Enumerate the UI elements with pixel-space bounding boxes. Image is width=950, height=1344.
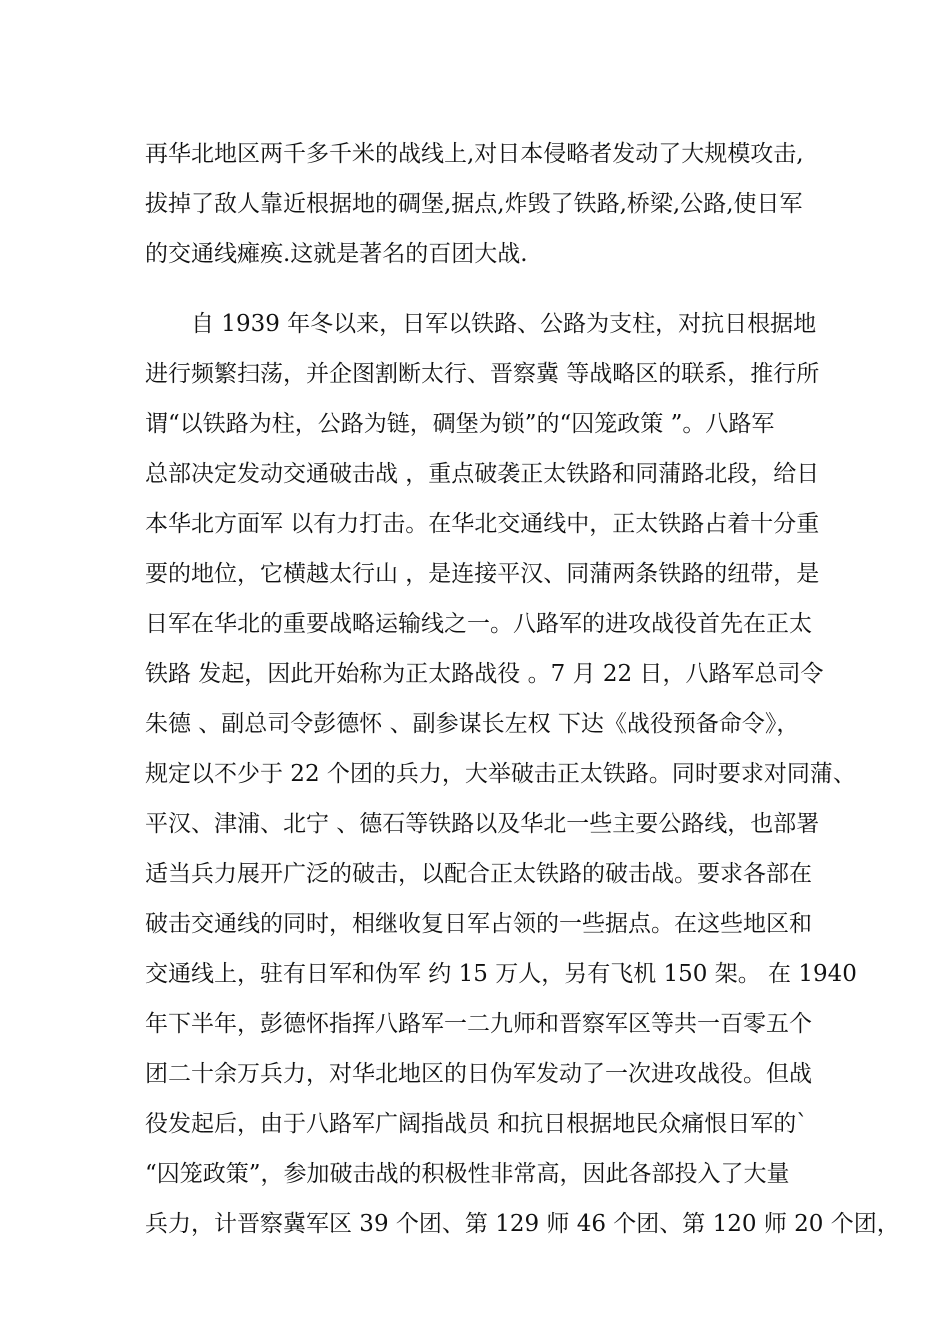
text-line: 年下半年，彭德怀指挥八路军一二九师和晋察军区等共一百零五个 — [145, 1011, 812, 1037]
text-line: 朱德 、副总司令彭德怀 、副参谋长左权 下达《战役预备命令》， — [145, 711, 800, 737]
text-line: 兵力，计晋察冀军区 39 个团、第 129 师 46 个团、第 120 师 20 个团， — [145, 1211, 900, 1237]
text-line: 破击交通线的同时，相继收复日军占领的一些据点。在这些地区和 — [145, 911, 812, 937]
text-line: 进行频繁扫荡，并企图割断太行、晋察冀 等战略区的联系，推行所 — [145, 361, 820, 387]
text-line: 适当兵力展开广泛的破击，以配合正太铁路的破击战。要求各部在 — [145, 861, 812, 887]
text-line: 铁路 发起，因此开始称为正太路战役 。7 月 22 日，八路军总司令 — [145, 661, 824, 687]
text-line: 再华北地区两千多千米的战线上,对日本侵略者发动了大规模攻击, — [145, 141, 804, 167]
text-line: 平汉、津浦、北宁 、德石等铁路以及华北一些主要公路线，也部署 — [145, 811, 820, 837]
text-line: 役发起后，由于八路军广阔指战员 和抗日根据地民众痛恨日军的` — [145, 1111, 808, 1137]
text-line: 谓“以铁路为柱，公路为链，碉堡为锁”的“囚笼政策 ”。八路军 — [145, 411, 775, 437]
text-line: “囚笼政策”，参加破击战的积极性非常高，因此各部投入了大量 — [145, 1161, 790, 1187]
text-line: 总部决定发动交通破击战 ，重点破袭正太铁路和同蒲路北段，给日 — [145, 461, 820, 487]
text-line: 交通线上，驻有日军和伪军 约 15 万人，另有飞机 150 架。 在 1940 — [145, 961, 857, 987]
text-line: 的交通线瘫痪.这就是著名的百团大战. — [145, 241, 528, 267]
text-line: 自 1939 年冬以来，日军以铁路、公路为支柱，对抗日根据地 — [145, 311, 817, 337]
text-line: 团二十余万兵力，对华北地区的日伪军发动了一次进攻战役。但战 — [145, 1061, 812, 1087]
text-line: 拔掉了敌人靠近根据地的碉堡,据点,炸毁了铁路,桥梁,公路,使日军 — [145, 191, 803, 217]
text-line: 本华北方面军 以有力打击。在华北交通线中，正太铁路占着十分重 — [145, 511, 820, 537]
text-line: 规定以不少于 22 个团的兵力，大举破击正太铁路。同时要求对同蒲、 — [145, 761, 856, 787]
text-line: 日军在华北的重要战略运输线之一。八路军的进攻战役首先在正太 — [145, 611, 812, 637]
text-line: 要的地位，它横越太行山 ，是连接平汉、同蒲两条铁路的纽带，是 — [145, 561, 820, 587]
